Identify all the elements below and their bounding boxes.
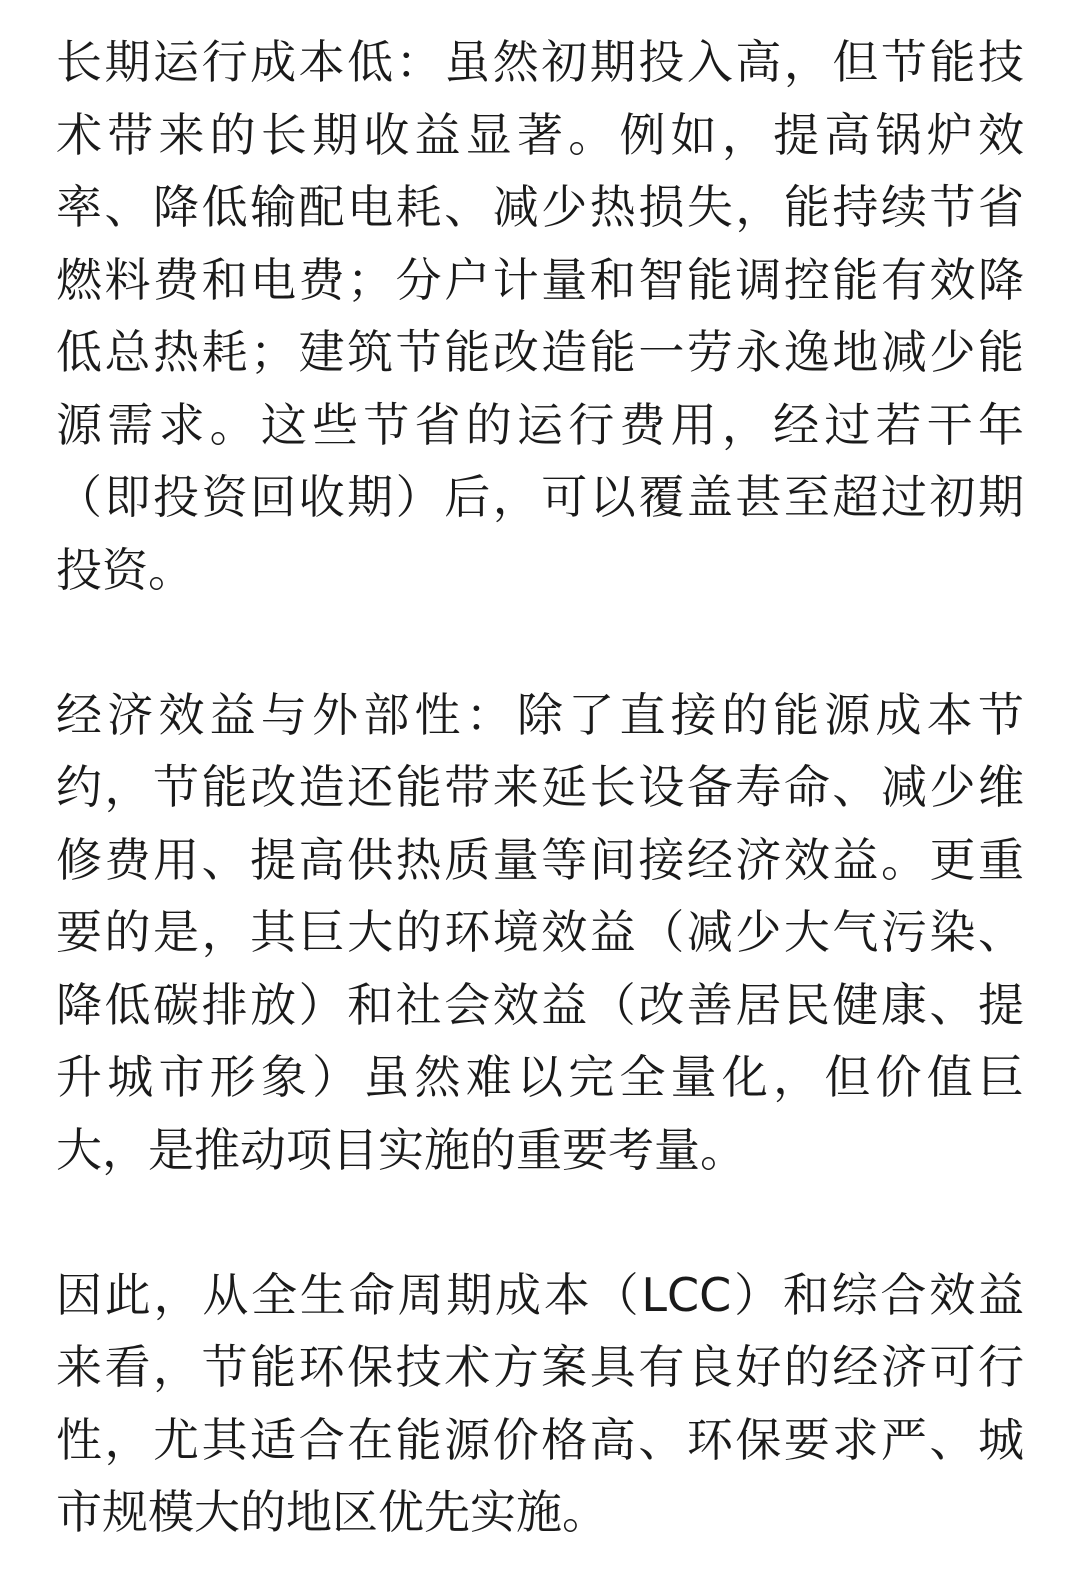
text-line: 经济效益与外部性：除了直接的能源成本节 — [56, 687, 1024, 742]
text-line: 升城市形象）虽然难以完全量化，但价值巨 — [56, 1050, 1024, 1104]
text-line: 市规模大的地区优先实施。 — [56, 1485, 608, 1539]
paragraph-long-term-cost — [56, 26, 1024, 606]
text-line: 源需求。这些节省的运行费用，经过若干年 — [56, 397, 1024, 452]
text-line: 修费用、提高供热质量等间接经济效益。更重 — [56, 832, 1024, 887]
text-line: 低总热耗；建筑节能改造能一劳永逸地减少能 — [56, 325, 1024, 379]
text-line: 来看，节能环保技术方案具有良好的经济可行 — [56, 1340, 1024, 1394]
text-line: 约，节能改造还能带来延长设备寿命、减少维 — [56, 760, 1024, 814]
text-line: 要的是，其巨大的环境效益（减少大气污染、 — [56, 905, 1024, 959]
paragraph-economic-benefits — [56, 679, 1024, 1187]
text-line: 投资。 — [56, 542, 194, 597]
text-line: 性，尤其适合在能源价格高、环保要求严、城 — [56, 1412, 1024, 1467]
paragraph-gap — [56, 606, 1024, 679]
text-line: 长期运行成本低：虽然初期投入高，但节能技 — [56, 35, 1024, 89]
text-line: 率、降低输配电耗、减少热损失，能持续节省 — [56, 180, 1024, 234]
paragraph-conclusion — [56, 1259, 1024, 1549]
text-line: 大，是推动项目实施的重要考量。 — [56, 1122, 746, 1177]
text-line: （即投资回收期）后，可以覆盖甚至超过初期 — [56, 470, 1024, 524]
text-line: 术带来的长期收益显著。例如，提高锅炉效 — [56, 107, 1024, 162]
text-line: 燃料费和电费；分户计量和智能调控能有效降 — [56, 252, 1024, 307]
paragraph-gap — [56, 1186, 1024, 1259]
article-body — [56, 26, 1024, 1549]
text-line: 因此，从全生命周期成本（LCC）和综合效益 — [56, 1267, 1024, 1322]
text-line: 降低碳排放）和社会效益（改善居民健康、提 — [56, 977, 1024, 1032]
